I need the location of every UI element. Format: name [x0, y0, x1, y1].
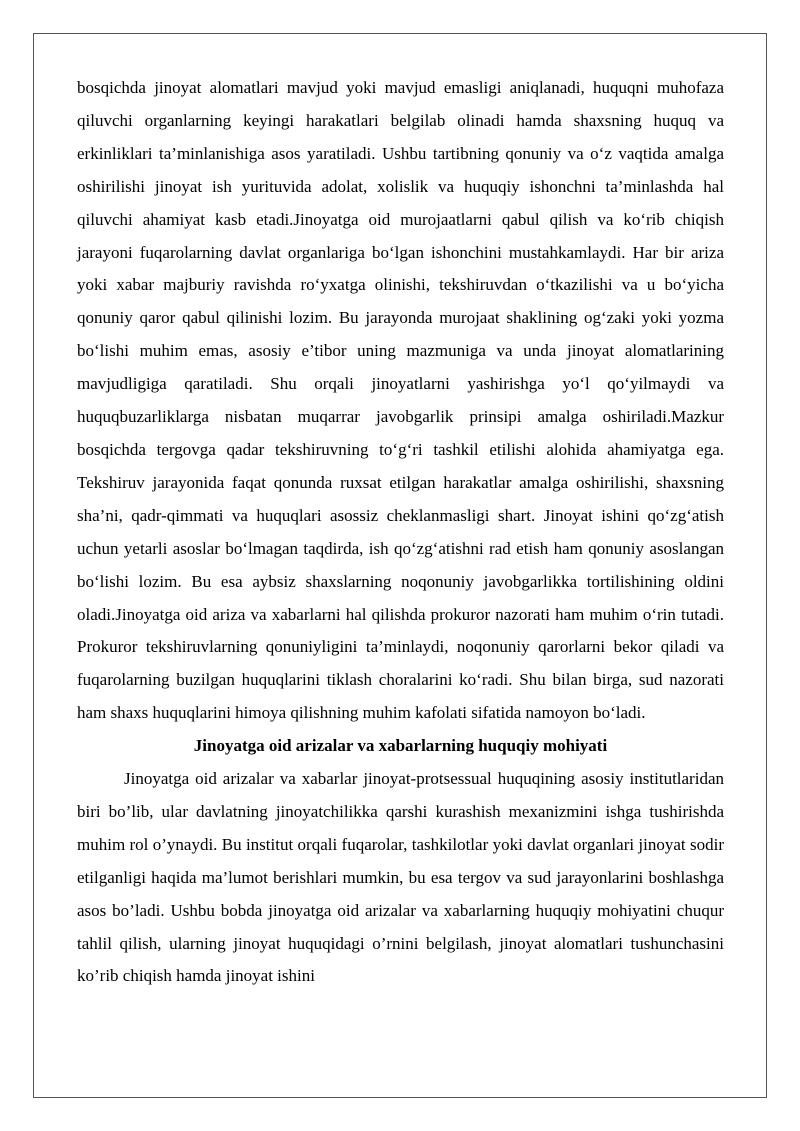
section-heading: Jinoyatga oid arizalar va xabarlarning huquqiy mohiyati [193, 736, 608, 756]
paragraph-section-intro: Jinoyatga oid arizalar va xabarlar jinoyat-protsessual huquqining asosiy institutlaridan biri bo’lib, ular davlatning jinoyatchilikka qarshi kurashish mexanizmini ishga tushirishda muhim rol o’ynaydi. Bu institut orqali fuqarolar, tashkilotlar yoki davlat organlari jinoyat sodir etilganligi haqida ma’lumot berishlari mumkin, bu esa tergov va sud jarayonlarini boshlashga asos bo’ladi. Ushbu bobda jinoyatga oid arizalar va xabarlarning huquqiy mohiyatini chuqur tahlil qilish, ularning jinoyat huquqidagi o’rnini belgilash, jinoyat alomatlari tushunchasini ko’rib chiqish hamda jinoyat ishini [77, 769, 724, 986]
paragraph-continued: bosqichda jinoyat alomatlari mavjud yoki mavjud emasligi aniqlanadi, huquqni muhofaza qiluvchi organlarning keyingi harakatlari belgilab olinadi hamda shaxsning huquq va erkinliklari ta’minlanishiga asos yaratiladi. Ushbu tartibning qonuniy va o‘z vaqtida amalga oshirilishi jinoyat ish yurituvida adolat, xolislik va huquqiy ishonchni ta’minlashda hal qiluvchi ahamiyat kasb etadi.Jinoyatga oid murojaatlarni qabul qilish va ko‘rib chiqish jarayoni fuqarolarning davlat organlariga bo‘lgan ishonchini mustahkamlaydi. Har bir ariza yoki xabar majburiy ravishda ro‘yxatga olinishi, tekshiruvdan o‘tkazilishi va u bo‘yicha qonuniy qaror qabul qilinishi lozim. Bu jarayonda murojaat shaklining og‘zaki yoki yozma bo‘lishi muhim emas, asosiy e’tibor uning mazmuniga va unda jinoyat alomatlarining mavjudligiga qaratiladi. Shu orqali jinoyatlarni yashirishga yo‘l qo‘yilmaydi va huquqbuzarliklarga nisbatan muqarrar javobgarlik prinsipi amalga oshiriladi.Mazkur bosqichda tergovga qadar tekshiruvning to‘g‘ri tashkil etilishi alohida ahamiyatga ega. Tekshiruv jarayonida faqat qonunda ruxsat etilgan harakatlar amalga oshirilishi, shaxsning sha’ni, qadr-qimmati va huquqlari asossiz cheklanmasligi shart. Jinoyat ishini qo‘zg‘atish uchun yetarli asoslar bo‘lmagan taqdirda, ish qo‘zg‘atishni rad etish ham qonuniy asoslangan bo‘lishi lozim. Bu esa aybsiz shaxslarning noqonuniy javobgarlikka tortilishining oldini oladi.Jinoyatga oid ariza va xabarlarni hal qilishda prokuror nazorati ham muhim o‘rin tutadi. Prokuror tekshiruvlarning qonuniyligini ta’minlaydi, noqonuniy qarorlarni bekor qiladi va fuqarolarning buzilgan huquqlarini tiklash choralarini ko‘radi. Shu bilan birga, sud nazorati ham shaxs huquqlarini himoya qilishning muhim kafolati sifatida namoyon bo‘ladi. [77, 78, 724, 723]
document-body [77, 72, 724, 993]
